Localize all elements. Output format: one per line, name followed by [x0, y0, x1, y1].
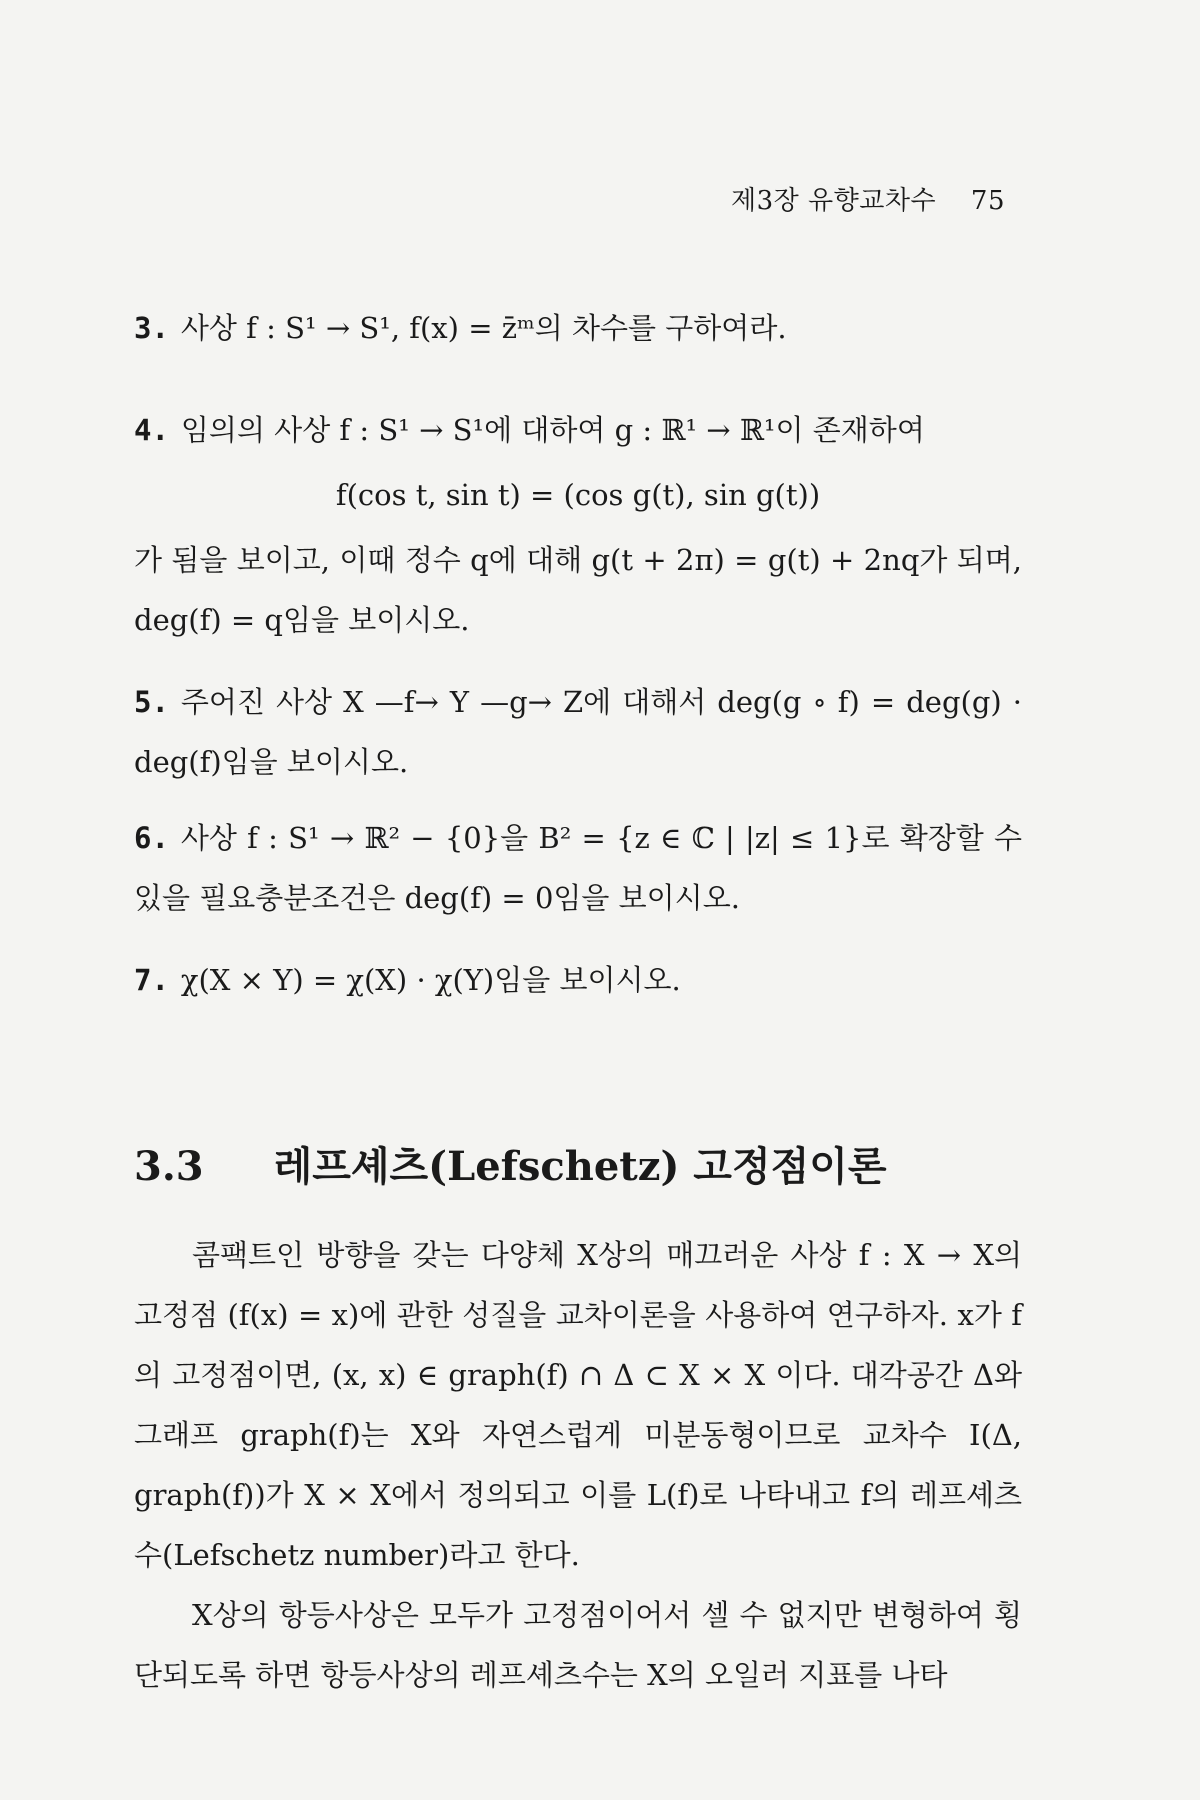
exercise-number: 3.: [134, 311, 169, 345]
exercise-4: [134, 400, 1022, 460]
display-equation: f(cos t, sin t) = (cos g(t), sin g(t)): [335, 478, 821, 512]
exercise-text: 주어진 사상 X —f→ Y —g→ Z에 대해서 deg(g ∘ f) = deg(g) · deg(f)임을 보이시오.: [134, 685, 1022, 779]
chapter-title: 제3장 유향교차수: [731, 186, 937, 216]
exercise-text: 가 됨을 보이고, 이때 정수 q에 대해 g(t + 2π) = g(t) + 2nq가 되며, deg(f) = q임을 보이시오.: [134, 543, 1022, 637]
section-title: 레프셰츠(Lefschetz) 고정점이론: [273, 1143, 887, 1190]
exercise-4-continued: [134, 530, 1022, 650]
paragraph-2: X상의 항등사상은 모두가 고정점이어서 셀 수 없지만 변형하여 횡단되도록 하면 항등사상의 레프셰츠수는 X의 오일러 지표를 나타: [134, 1598, 1022, 1692]
exercise-number: 5.: [134, 685, 169, 719]
exercise-7: [134, 950, 1022, 1010]
exercise-5: [134, 672, 1022, 792]
exercise-number: 7.: [134, 963, 169, 997]
exercise-number: 6.: [134, 821, 169, 855]
exercise-text: 사상 f : S¹ → ℝ² − {0}을 B² = {z ∈ ℂ | |z| ≤ 1}로 확장할 수 있을 필요충분조건은 deg(f) = 0임을 보이시오.: [134, 821, 1022, 915]
running-header: [731, 180, 1005, 217]
page-number: 75: [970, 186, 1005, 216]
exercise-number: 4.: [134, 413, 169, 447]
section-heading: [134, 1135, 887, 1192]
exercise-3: [134, 298, 1022, 358]
paragraph-1: 콤팩트인 방향을 갖는 다양체 X상의 매끄러운 사상 f : X → X의 고정점 (f(x) = x)에 관한 성질을 교차이론을 사용하여 연구하자. x가 f의 고정점이면, (x, x) ∈ graph(f) ∩ Δ ⊂ X × X 이다. 대각공간 Δ와 그래프 graph(f)는 X와 자연스럽게 미분동형이므로 교차수 I(Δ, graph(f))가 X × X에서 정의되고 이를 L(f)로 나타내고 f의 레프셰츠수(Lefschetz number)라고 한다.: [134, 1238, 1022, 1572]
exercise-text: χ(X × Y) = χ(X) · χ(Y)임을 보이시오.: [180, 963, 681, 997]
section-number: 3.3: [134, 1143, 204, 1190]
exercise-text: 임의의 사상 f : S¹ → S¹에 대하여 g : ℝ¹ → ℝ¹이 존재하여: [180, 413, 925, 447]
exercise-6: [134, 808, 1022, 928]
exercise-text: 사상 f : S¹ → S¹, f(x) = z̄ᵐ의 차수를 구하여라.: [180, 311, 787, 345]
